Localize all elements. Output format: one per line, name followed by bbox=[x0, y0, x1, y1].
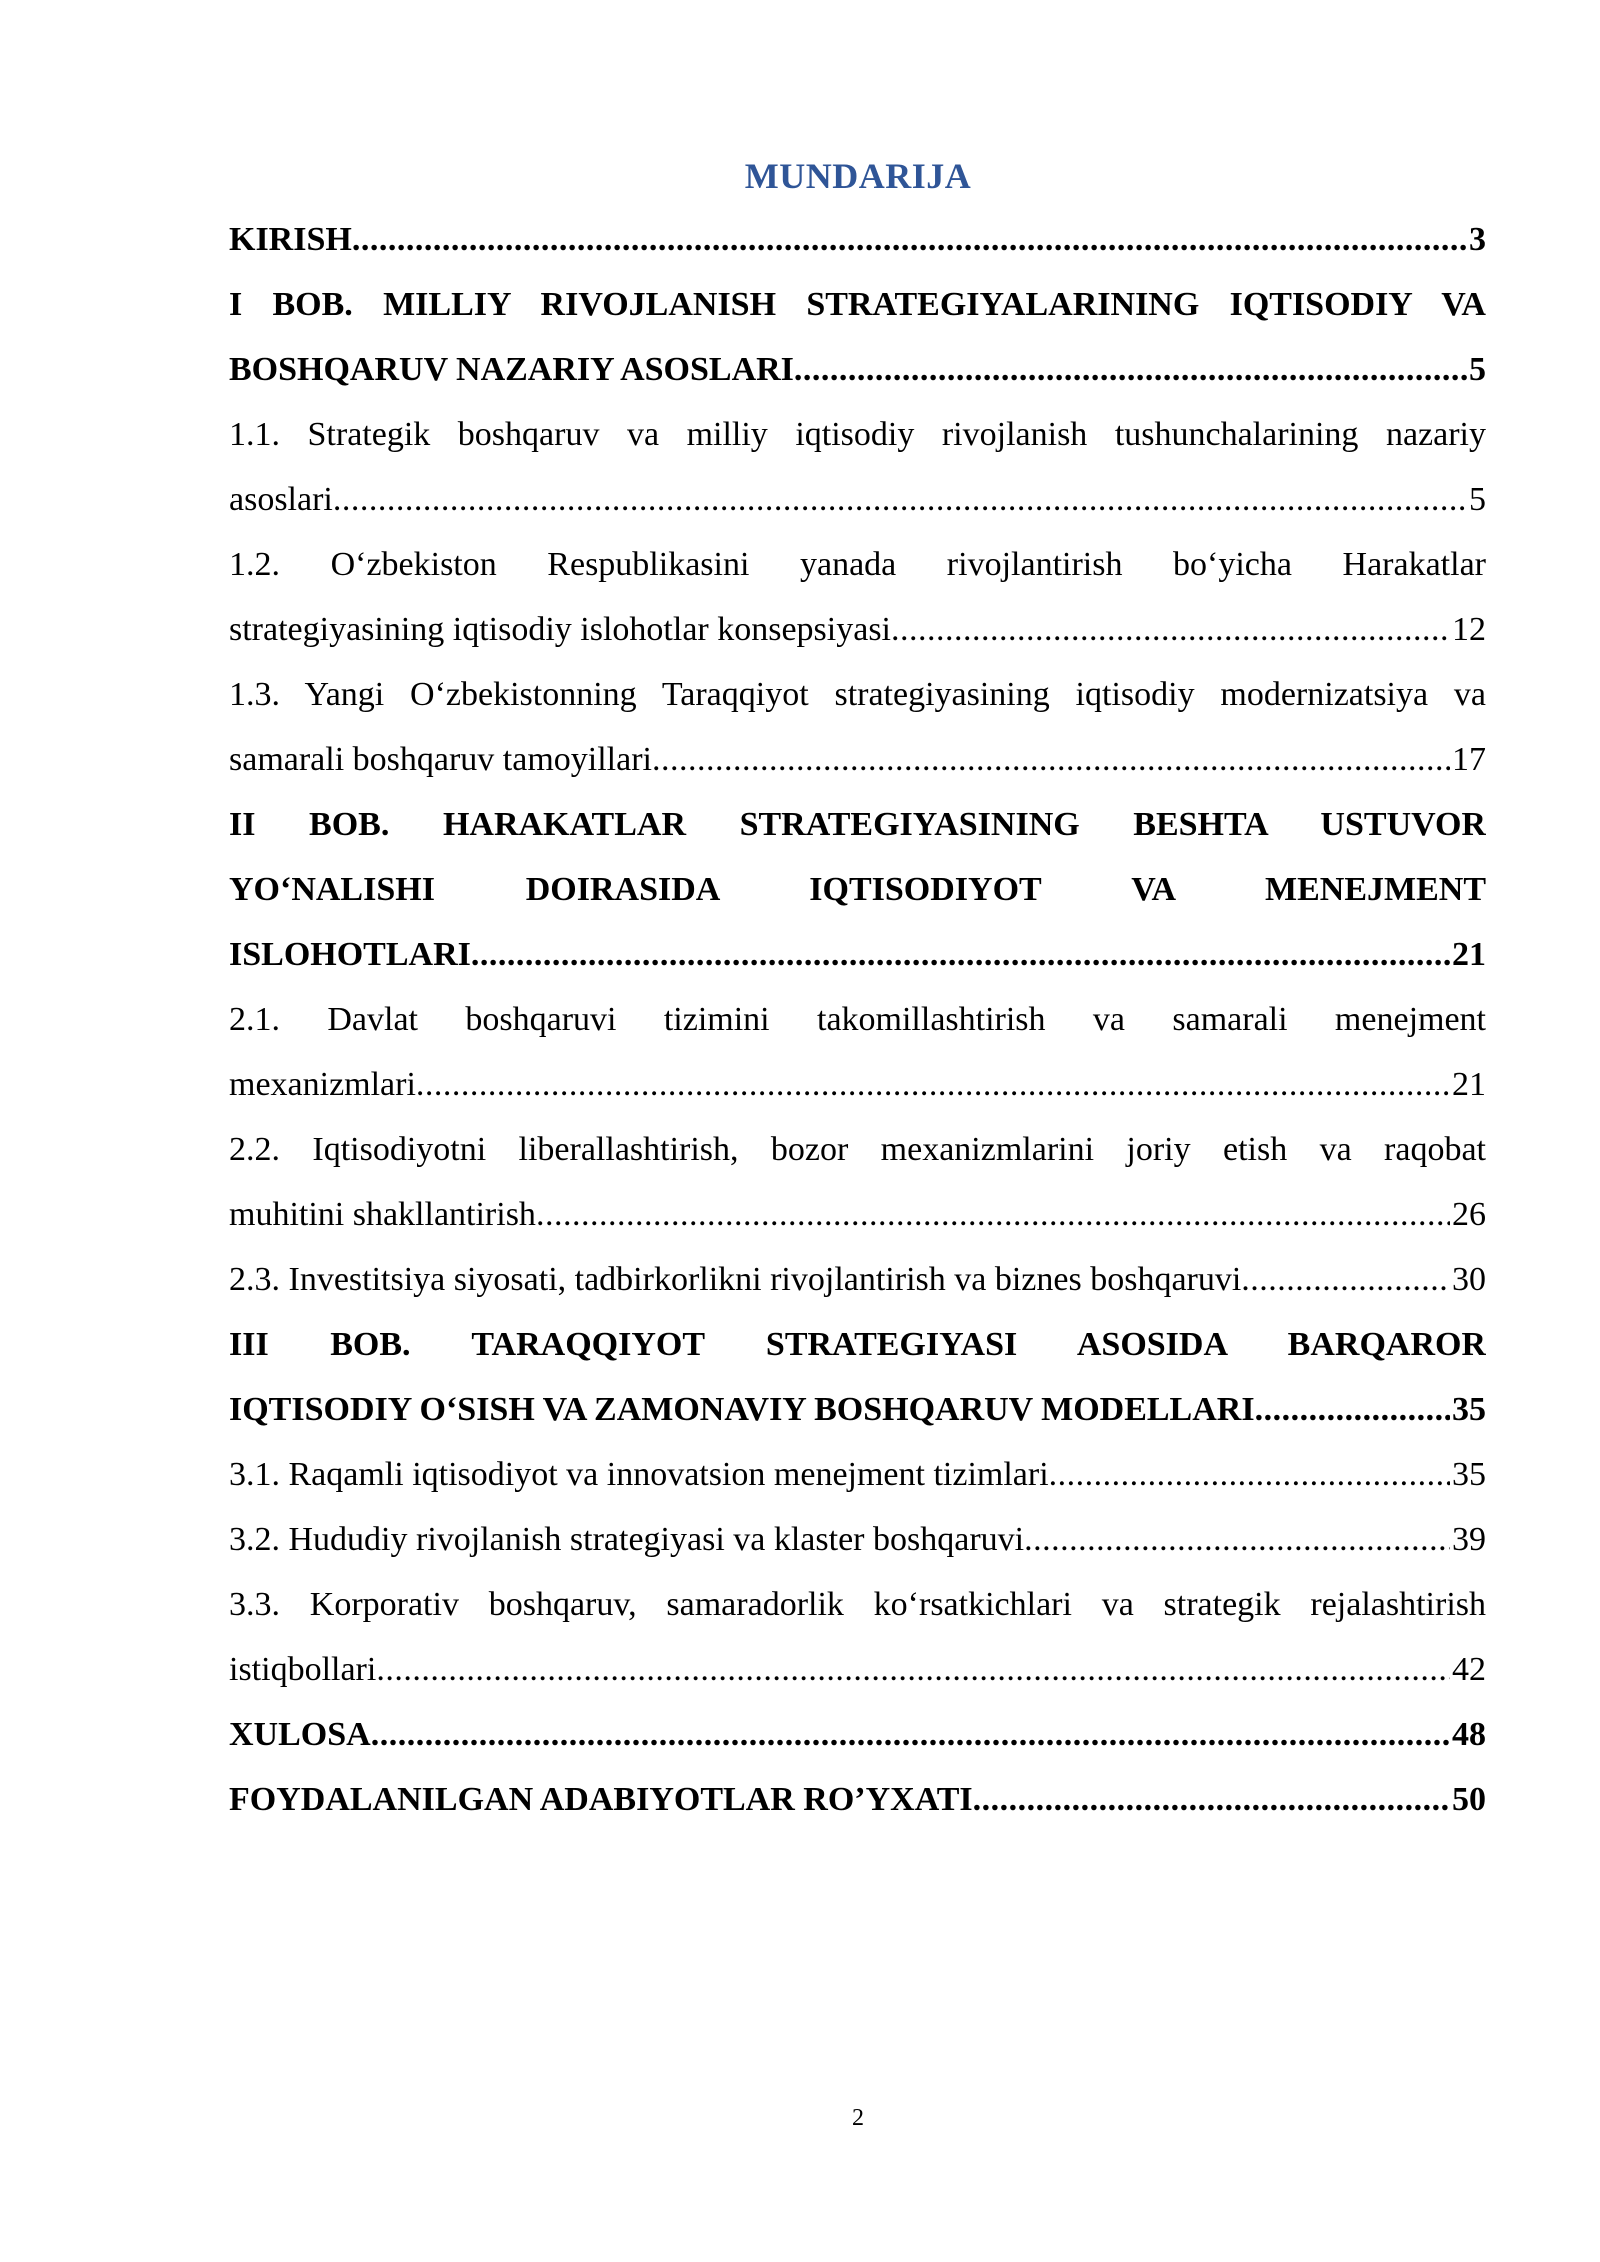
toc-entry-text: samarali boshqaruv tamoyillari bbox=[229, 741, 652, 778]
toc-entry-text: 3.1. Raqamli iqtisodiyot va innovatsion menejment tizimlari bbox=[229, 1456, 1049, 1493]
toc-entry-text: KIRISH bbox=[229, 221, 352, 258]
dot-leader bbox=[536, 1182, 1450, 1247]
toc-entry-last-line bbox=[229, 1442, 1486, 1507]
toc-entry-text: ISLOHOTLARI bbox=[229, 936, 471, 973]
dot-leader bbox=[352, 207, 1467, 272]
toc-entry-text: 2.3. Investitsiya siyosati, tadbirkorlikni rivojlantirish va biznes boshqaruvi bbox=[229, 1261, 1242, 1298]
dot-leader bbox=[891, 597, 1450, 662]
toc-entry-line: III BOB. TARAQQIYOT STRATEGIYASI ASOSIDA BARQAROR bbox=[229, 1326, 1486, 1363]
toc-entry-text: istiqbollari bbox=[229, 1651, 377, 1688]
toc-entry-page: 17 bbox=[1452, 741, 1486, 778]
dot-leader bbox=[1024, 1507, 1450, 1572]
toc-entry-page: 35 bbox=[1452, 1456, 1486, 1493]
toc-entry-page: 30 bbox=[1452, 1261, 1486, 1298]
dot-leader bbox=[471, 922, 1450, 987]
toc-entry bbox=[229, 1247, 1486, 1312]
toc-entry bbox=[229, 1767, 1486, 1832]
toc-entry-line: 1.2. O‘zbekiston Respublikasini yanada rivojlantirish bo‘yicha Harakatlar bbox=[229, 546, 1486, 583]
dot-leader bbox=[376, 1637, 1450, 1702]
toc-entry-line: I BOB. MILLIY RIVOJLANISH STRATEGIYALARINING IQTISODIY VA bbox=[229, 286, 1486, 323]
toc-entry-page: 21 bbox=[1452, 936, 1486, 973]
toc-entry-last-line bbox=[229, 597, 1486, 662]
toc-entry-page: 50 bbox=[1452, 1781, 1486, 1818]
toc-entry-page: 48 bbox=[1452, 1716, 1486, 1753]
toc-entry-page: 39 bbox=[1452, 1521, 1486, 1558]
toc-entry bbox=[229, 792, 1486, 987]
dot-leader bbox=[973, 1767, 1450, 1832]
toc-title: MUNDARIJA bbox=[744, 156, 972, 196]
dot-leader bbox=[1255, 1377, 1450, 1442]
toc-entry-text: mexanizmlari bbox=[229, 1066, 416, 1103]
toc-entry bbox=[229, 1702, 1486, 1767]
toc-entry-line: 3.3. Korporativ boshqaruv, samaradorlik ko‘rsatkichlari va strategik rejalashtirish bbox=[229, 1586, 1486, 1623]
dot-leader bbox=[1049, 1442, 1450, 1507]
toc-entry-page: 5 bbox=[1469, 481, 1486, 518]
toc-entry bbox=[229, 402, 1486, 532]
toc-entry bbox=[229, 532, 1486, 662]
toc-entry bbox=[229, 1507, 1486, 1572]
toc-entry-page: 3 bbox=[1469, 221, 1486, 258]
toc-entry bbox=[229, 1117, 1486, 1247]
toc-entry-last-line bbox=[229, 1377, 1486, 1442]
toc-entry-line: YO‘NALISHI DOIRASIDA IQTISODIYOT VA MENEJMENT bbox=[229, 871, 1486, 908]
toc-entry-page: 12 bbox=[1452, 611, 1486, 648]
toc-entry-text: 3.2. Hududiy rivojlanish strategiyasi va klaster boshqaruvi bbox=[229, 1521, 1025, 1558]
toc-entry-last-line bbox=[229, 1182, 1486, 1247]
toc-entry bbox=[229, 1442, 1486, 1507]
toc-entry-last-line bbox=[229, 1637, 1486, 1702]
toc-entry-last-line bbox=[229, 727, 1486, 792]
toc-entry-last-line bbox=[229, 1247, 1486, 1312]
toc-entry-text: XULOSA bbox=[229, 1716, 371, 1753]
toc-entry bbox=[229, 272, 1486, 402]
toc-entry-text: IQTISODIY O‘SISH VA ZAMONAVIY BOSHQARUV MODELLARI bbox=[229, 1391, 1255, 1428]
toc-entry bbox=[229, 207, 1486, 272]
toc-entry-last-line bbox=[229, 467, 1486, 532]
toc-entry-last-line bbox=[229, 1507, 1486, 1572]
dot-leader bbox=[652, 727, 1450, 792]
table-of-contents bbox=[229, 207, 1486, 1832]
toc-entry bbox=[229, 987, 1486, 1117]
toc-entry bbox=[229, 1572, 1486, 1702]
toc-entry-line: 2.2. Iqtisodiyotni liberallashtirish, bozor mexanizmlarini joriy etish va raqobat bbox=[229, 1131, 1486, 1168]
toc-entry-last-line bbox=[229, 1767, 1486, 1832]
toc-entry-last-line bbox=[229, 922, 1486, 987]
toc-entry-page: 35 bbox=[1452, 1391, 1486, 1428]
toc-entry-text: strategiyasining iqtisodiy islohotlar konsepsiyasi bbox=[229, 611, 892, 648]
dot-leader bbox=[371, 1702, 1450, 1767]
toc-entry-text: asoslari bbox=[229, 481, 333, 518]
toc-entry-line: 1.3. Yangi O‘zbekistonning Taraqqiyot strategiyasining iqtisodiy modernizatsiya va bbox=[229, 676, 1486, 713]
dot-leader bbox=[416, 1052, 1450, 1117]
toc-entry-text: muhitini shakllantirish bbox=[229, 1196, 536, 1233]
toc-entry-last-line bbox=[229, 1052, 1486, 1117]
toc-entry-text: BOSHQARUV NAZARIY ASOSLARI bbox=[229, 351, 794, 388]
toc-entry bbox=[229, 662, 1486, 792]
toc-entry bbox=[229, 1312, 1486, 1442]
dot-leader bbox=[333, 467, 1467, 532]
toc-entry-last-line bbox=[229, 207, 1486, 272]
toc-entry-line: II BOB. HARAKATLAR STRATEGIYASINING BESHTA USTUVOR bbox=[229, 806, 1486, 843]
toc-entry-last-line bbox=[229, 1702, 1486, 1767]
toc-entry-page: 42 bbox=[1452, 1651, 1486, 1688]
toc-entry-page: 26 bbox=[1452, 1196, 1486, 1233]
dot-leader bbox=[1241, 1247, 1450, 1312]
toc-entry-line: 2.1. Davlat boshqaruvi tizimini takomillashtirish va samarali menejment bbox=[229, 1001, 1486, 1038]
toc-entry-line: 1.1. Strategik boshqaruv va milliy iqtisodiy rivojlanish tushunchalarining nazariy bbox=[229, 416, 1486, 453]
toc-entry-last-line bbox=[229, 337, 1486, 402]
dot-leader bbox=[794, 337, 1467, 402]
page-number: 2 bbox=[852, 2105, 864, 2131]
toc-entry-page: 21 bbox=[1452, 1066, 1486, 1103]
toc-entry-text: FOYDALANILGAN ADABIYOTLAR RO’YXATI bbox=[229, 1781, 973, 1818]
toc-entry-page: 5 bbox=[1469, 351, 1486, 388]
